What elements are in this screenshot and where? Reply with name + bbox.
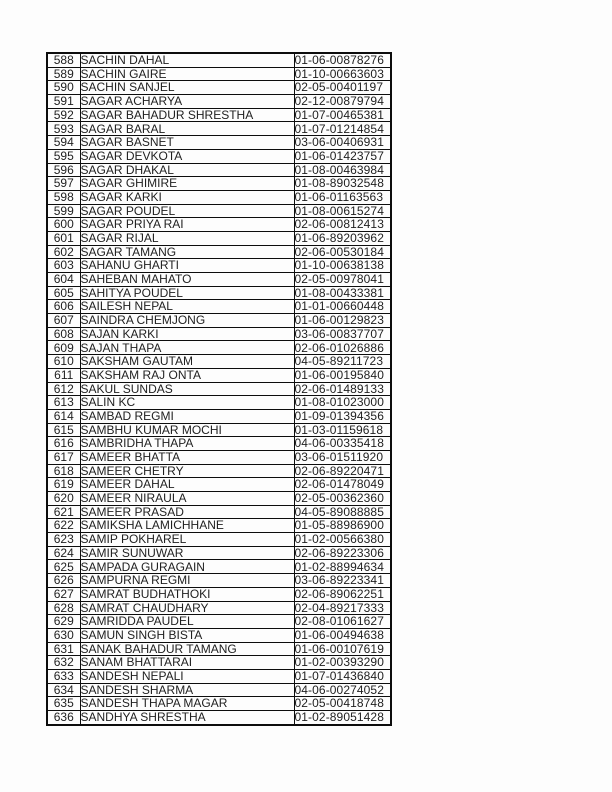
name-cell: SAMUN SINGH BISTA <box>80 628 294 642</box>
serial-number-cell: 634 <box>47 683 80 697</box>
name-cell: SAKSHAM RAJ ONTA <box>80 368 294 382</box>
serial-number-cell: 629 <box>47 615 80 629</box>
name-cell: SAGAR POUDEL <box>80 204 294 218</box>
table-row <box>47 314 391 328</box>
serial-number-cell: 593 <box>47 122 80 136</box>
serial-number-cell: 599 <box>47 204 80 218</box>
registration-id-cell: 03-06-00406931 <box>294 136 391 150</box>
registration-id-cell: 01-08-00433381 <box>294 286 391 300</box>
table-row <box>47 190 391 204</box>
serial-number-cell: 607 <box>47 314 80 328</box>
name-cell: SACHIN SANJEL <box>80 81 294 95</box>
table-row <box>47 656 391 670</box>
name-cell: SAHEBAN MAHATO <box>80 273 294 287</box>
name-cell: SAGAR DEVKOTA <box>80 149 294 163</box>
registration-id-cell: 02-08-01061627 <box>294 615 391 629</box>
serial-number-cell: 611 <box>47 368 80 382</box>
registration-id-cell: 01-08-89032548 <box>294 177 391 191</box>
name-cell: SAGAR TAMANG <box>80 245 294 259</box>
name-cell: SAGAR GHIMIRE <box>80 177 294 191</box>
serial-number-cell: 591 <box>47 95 80 109</box>
serial-number-cell: 600 <box>47 218 80 232</box>
registration-id-cell: 02-12-00879794 <box>294 95 391 109</box>
serial-number-cell: 590 <box>47 81 80 95</box>
table-row <box>47 464 391 478</box>
registration-id-cell: 02-04-89217333 <box>294 601 391 615</box>
table-row <box>47 587 391 601</box>
table-row <box>47 300 391 314</box>
table-row <box>47 437 391 451</box>
registration-id-cell: 04-06-00335418 <box>294 437 391 451</box>
serial-number-cell: 601 <box>47 231 80 245</box>
name-cell: SAMEER PRASAD <box>80 505 294 519</box>
name-cell: SACHIN DAHAL <box>80 53 294 67</box>
name-cell: SAMIR SUNUWAR <box>80 546 294 560</box>
table-row <box>47 286 391 300</box>
name-cell: SANDESH THAPA MAGAR <box>80 697 294 711</box>
table-row <box>47 711 391 725</box>
table-row <box>47 505 391 519</box>
name-cell: SACHIN GAIRE <box>80 67 294 81</box>
serial-number-cell: 615 <box>47 423 80 437</box>
registration-id-cell: 01-02-88994634 <box>294 560 391 574</box>
name-cell: SAJAN THAPA <box>80 341 294 355</box>
serial-number-cell: 595 <box>47 149 80 163</box>
serial-number-cell: 622 <box>47 519 80 533</box>
table-row <box>47 546 391 560</box>
registration-id-cell: 01-06-01163563 <box>294 190 391 204</box>
serial-number-cell: 589 <box>47 67 80 81</box>
name-cell: SAMEER BHATTA <box>80 450 294 464</box>
serial-number-cell: 632 <box>47 656 80 670</box>
table-row <box>47 67 391 81</box>
registration-id-cell: 02-05-00978041 <box>294 273 391 287</box>
name-cell: SAMRAT CHAUDHARY <box>80 601 294 615</box>
serial-number-cell: 624 <box>47 546 80 560</box>
registration-id-cell: 01-03-01159618 <box>294 423 391 437</box>
registration-id-cell: 04-05-89211723 <box>294 355 391 369</box>
table-row <box>47 669 391 683</box>
registration-id-cell: 01-01-00660448 <box>294 300 391 314</box>
table-row <box>47 492 391 506</box>
name-cell: SAKUL SUNDAS <box>80 382 294 396</box>
serial-number-cell: 630 <box>47 628 80 642</box>
registration-id-cell: 01-10-00663603 <box>294 67 391 81</box>
table-row <box>47 231 391 245</box>
name-cell: SAMEER NIRAULA <box>80 492 294 506</box>
registration-id-cell: 01-06-00129823 <box>294 314 391 328</box>
table-row <box>47 245 391 259</box>
serial-number-cell: 617 <box>47 450 80 464</box>
serial-number-cell: 633 <box>47 669 80 683</box>
name-cell: SAGAR RIJAL <box>80 231 294 245</box>
serial-number-cell: 612 <box>47 382 80 396</box>
table-row <box>47 81 391 95</box>
registration-id-cell: 02-05-00362360 <box>294 492 391 506</box>
serial-number-cell: 598 <box>47 190 80 204</box>
table-row <box>47 642 391 656</box>
serial-number-cell: 623 <box>47 533 80 547</box>
table-row <box>47 163 391 177</box>
registration-id-cell: 01-07-01436840 <box>294 669 391 683</box>
name-cell: SAHITYA POUDEL <box>80 286 294 300</box>
name-cell: SAGAR ACHARYA <box>80 95 294 109</box>
name-cell: SANDESH NEPALI <box>80 669 294 683</box>
registration-id-cell: 01-08-00615274 <box>294 204 391 218</box>
registration-id-cell: 01-08-00463984 <box>294 163 391 177</box>
table-row <box>47 53 391 67</box>
name-cell: SAMBHU KUMAR MOCHI <box>80 423 294 437</box>
serial-number-cell: 610 <box>47 355 80 369</box>
registration-id-cell: 01-10-00638138 <box>294 259 391 273</box>
registration-id-cell: 02-06-01489133 <box>294 382 391 396</box>
name-cell: SAMRIDDA PAUDEL <box>80 615 294 629</box>
registration-id-cell: 02-06-89220471 <box>294 464 391 478</box>
table-row <box>47 259 391 273</box>
name-cell: SAINDRA CHEMJONG <box>80 314 294 328</box>
registration-id-cell: 01-06-00494638 <box>294 628 391 642</box>
roster-table <box>46 52 392 726</box>
serial-number-cell: 636 <box>47 711 80 725</box>
registration-id-cell: 01-09-01394356 <box>294 409 391 423</box>
table-row <box>47 396 391 410</box>
registration-id-cell: 01-06-89203962 <box>294 231 391 245</box>
table-row <box>47 273 391 287</box>
name-cell: SANDESH SHARMA <box>80 683 294 697</box>
serial-number-cell: 588 <box>47 53 80 67</box>
table-row <box>47 683 391 697</box>
name-cell: SAHANU GHARTI <box>80 259 294 273</box>
serial-number-cell: 620 <box>47 492 80 506</box>
table-row <box>47 204 391 218</box>
table-row <box>47 136 391 150</box>
table-row <box>47 341 391 355</box>
name-cell: SAGAR BARAL <box>80 122 294 136</box>
serial-number-cell: 616 <box>47 437 80 451</box>
table-row <box>47 478 391 492</box>
name-cell: SAMIP POKHAREL <box>80 533 294 547</box>
serial-number-cell: 614 <box>47 409 80 423</box>
table-row <box>47 327 391 341</box>
table-row <box>47 697 391 711</box>
serial-number-cell: 635 <box>47 697 80 711</box>
registration-id-cell: 01-06-01423757 <box>294 149 391 163</box>
registration-id-cell: 01-08-01023000 <box>294 396 391 410</box>
serial-number-cell: 592 <box>47 108 80 122</box>
registration-id-cell: 04-05-89088885 <box>294 505 391 519</box>
registration-id-cell: 02-06-89062251 <box>294 587 391 601</box>
table-row <box>47 355 391 369</box>
registration-id-cell: 01-02-89051428 <box>294 711 391 725</box>
registration-id-cell: 02-06-01478049 <box>294 478 391 492</box>
registration-id-cell: 02-06-89223306 <box>294 546 391 560</box>
table-row <box>47 533 391 547</box>
serial-number-cell: 618 <box>47 464 80 478</box>
name-cell: SAMPURNA REGMI <box>80 574 294 588</box>
registration-id-cell: 02-05-00418748 <box>294 697 391 711</box>
table-row <box>47 450 391 464</box>
registration-id-cell: 01-06-00107619 <box>294 642 391 656</box>
table-row <box>47 615 391 629</box>
name-cell: SAMBAD REGMI <box>80 409 294 423</box>
registration-id-cell: 03-06-01511920 <box>294 450 391 464</box>
serial-number-cell: 602 <box>47 245 80 259</box>
registration-id-cell: 02-05-00401197 <box>294 81 391 95</box>
table-row <box>47 423 391 437</box>
name-cell: SAGAR DHAKAL <box>80 163 294 177</box>
name-cell: SANDHYA SHRESTHA <box>80 711 294 725</box>
serial-number-cell: 625 <box>47 560 80 574</box>
table-row <box>47 574 391 588</box>
name-cell: SAMBRIDHA THAPA <box>80 437 294 451</box>
registration-id-cell: 02-06-00530184 <box>294 245 391 259</box>
registration-id-cell: 02-06-00812413 <box>294 218 391 232</box>
name-cell: SANAM BHATTARAI <box>80 656 294 670</box>
roster-table-body <box>47 53 391 725</box>
table-row <box>47 122 391 136</box>
serial-number-cell: 628 <box>47 601 80 615</box>
registration-id-cell: 02-06-01026886 <box>294 341 391 355</box>
registration-id-cell: 01-06-00878276 <box>294 53 391 67</box>
serial-number-cell: 613 <box>47 396 80 410</box>
serial-number-cell: 603 <box>47 259 80 273</box>
serial-number-cell: 605 <box>47 286 80 300</box>
registration-id-cell: 01-02-00393290 <box>294 656 391 670</box>
registration-id-cell: 04-06-00274052 <box>294 683 391 697</box>
serial-number-cell: 627 <box>47 587 80 601</box>
name-cell: SALIN KC <box>80 396 294 410</box>
table-row <box>47 601 391 615</box>
name-cell: SANAK BAHADUR TAMANG <box>80 642 294 656</box>
serial-number-cell: 597 <box>47 177 80 191</box>
serial-number-cell: 626 <box>47 574 80 588</box>
serial-number-cell: 619 <box>47 478 80 492</box>
name-cell: SAGAR KARKI <box>80 190 294 204</box>
registration-id-cell: 01-07-00465381 <box>294 108 391 122</box>
table-row <box>47 218 391 232</box>
name-cell: SAILESH NEPAL <box>80 300 294 314</box>
serial-number-cell: 621 <box>47 505 80 519</box>
serial-number-cell: 609 <box>47 341 80 355</box>
name-cell: SAJAN KARKI <box>80 327 294 341</box>
serial-number-cell: 606 <box>47 300 80 314</box>
name-cell: SAMEER DAHAL <box>80 478 294 492</box>
serial-number-cell: 594 <box>47 136 80 150</box>
table-row <box>47 177 391 191</box>
table-row <box>47 368 391 382</box>
serial-number-cell: 608 <box>47 327 80 341</box>
registration-id-cell: 01-07-01214854 <box>294 122 391 136</box>
name-cell: SAGAR PRIYA RAI <box>80 218 294 232</box>
registration-id-cell: 03-06-00837707 <box>294 327 391 341</box>
name-cell: SAMEER CHETRY <box>80 464 294 478</box>
serial-number-cell: 631 <box>47 642 80 656</box>
name-cell: SAMIKSHA LAMICHHANE <box>80 519 294 533</box>
table-row <box>47 519 391 533</box>
table-row <box>47 560 391 574</box>
serial-number-cell: 604 <box>47 273 80 287</box>
registration-id-cell: 01-02-00566380 <box>294 533 391 547</box>
registration-id-cell: 01-05-88986900 <box>294 519 391 533</box>
table-row <box>47 108 391 122</box>
table-row <box>47 95 391 109</box>
serial-number-cell: 596 <box>47 163 80 177</box>
name-cell: SAGAR BAHADUR SHRESTHA <box>80 108 294 122</box>
table-row <box>47 628 391 642</box>
table-row <box>47 409 391 423</box>
name-cell: SAMRAT BUDHATHOKI <box>80 587 294 601</box>
name-cell: SAGAR BASNET <box>80 136 294 150</box>
name-cell: SAMPADA GURAGAIN <box>80 560 294 574</box>
registration-id-cell: 03-06-89223341 <box>294 574 391 588</box>
table-row <box>47 382 391 396</box>
table-row <box>47 149 391 163</box>
registration-id-cell: 01-06-00195840 <box>294 368 391 382</box>
name-cell: SAKSHAM GAUTAM <box>80 355 294 369</box>
